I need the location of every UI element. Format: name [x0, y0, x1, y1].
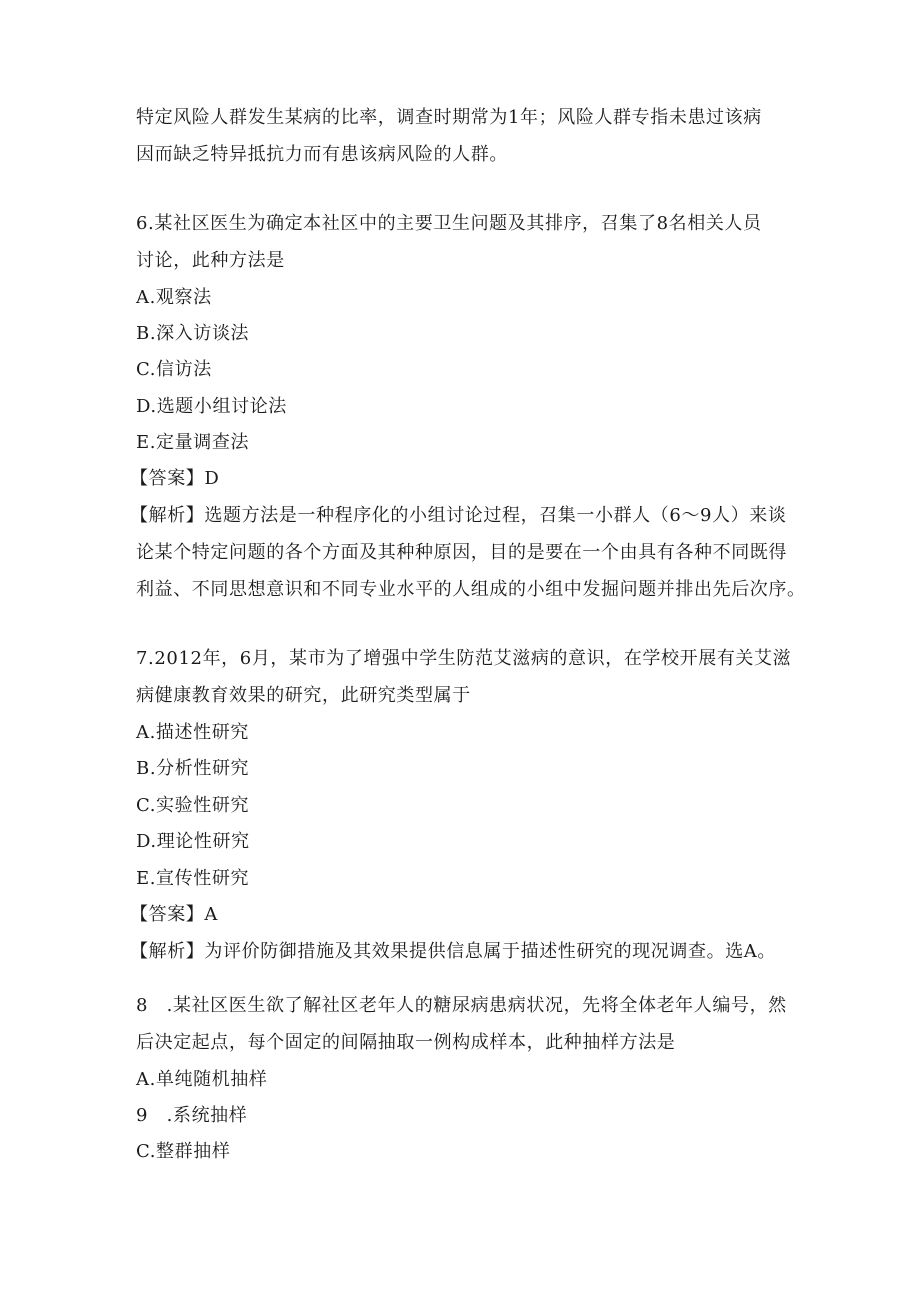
intro-line-1: 特定风险人群发生某病的比率，调查时期常为1年；风险人群专指未患过该病 — [136, 107, 762, 128]
q7-option-d: D.理论性研究 — [136, 831, 250, 852]
q6-stem-line-2: 讨论，此种方法是 — [136, 250, 285, 271]
q8-stem-line-1: 8 .某社区医生欲了解社区老年人的糖尿病患病状况，先将全体老年人编号，然 — [136, 995, 787, 1016]
q8-option-a: A.单纯随机抽样 — [136, 1069, 268, 1090]
q6-option-b: B.深入访谈法 — [136, 323, 250, 344]
q7-answer: 【答案】A — [130, 904, 218, 925]
q7-stem-line-2: 病健康教育效果的研究，此研究类型属于 — [136, 685, 471, 706]
q8-option-b: 9 .系统抽样 — [136, 1105, 248, 1126]
q6-analysis-line-2: 论某个特定问题的各个方面及其种种原因，目的是要在一个由具有各种不同既得 — [136, 542, 787, 563]
q7-analysis-line-1: 【解析】为评价防御措施及其效果提供信息属于描述性研究的现况调查。选A。 — [130, 941, 776, 962]
q6-analysis-line-3: 利益、不同思想意识和不同专业水平的人组成的小组中发掘问题并排出先后次序。 — [136, 579, 806, 600]
intro-line-2: 因而缺乏特异抵抗力而有患该病风险的人群。 — [136, 144, 508, 165]
q6-option-e: E.定量调查法 — [136, 432, 250, 453]
q6-option-a: A.观察法 — [136, 287, 212, 308]
q7-option-e: E.宣传性研究 — [136, 868, 250, 889]
q6-stem-line-1: 6.某社区医生为确定本社区中的主要卫生问题及其排序，召集了8名相关人员 — [136, 213, 762, 234]
q8-stem-line-2: 后决定起点，每个固定的间隔抽取一例构成样本，此种抽样方法是 — [136, 1032, 676, 1053]
q7-stem-line-1: 7.2012年，6月，某市为了增强中学生防范艾滋病的意识，在学校开展有关艾滋 — [136, 648, 792, 669]
q7-option-c: C.实验性研究 — [136, 795, 250, 816]
q7-option-a: A.描述性研究 — [136, 722, 249, 743]
q8-option-c: C.整群抽样 — [136, 1141, 231, 1162]
q6-option-d: D.选题小组讨论法 — [136, 396, 287, 417]
q6-analysis-line-1: 【解析】选题方法是一种程序化的小组讨论过程，召集一小群人（6～9人）来谈 — [130, 505, 787, 526]
q6-answer: 【答案】D — [130, 468, 220, 489]
q7-option-b: B.分析性研究 — [136, 758, 250, 779]
q6-option-c: C.信访法 — [136, 359, 212, 380]
